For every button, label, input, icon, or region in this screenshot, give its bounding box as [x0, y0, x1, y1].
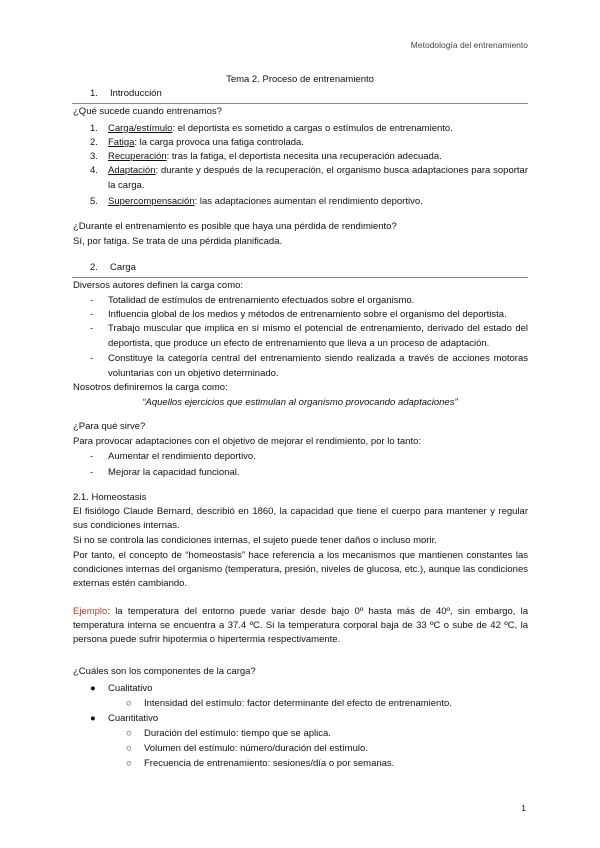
list-item: ● Cuantitativo [108, 712, 528, 727]
list-item: 5. Supercompensación: las adaptaciones aumentan el rendimiento deportivo. [90, 196, 423, 207]
list-item: 4. Adaptación: durante y después de la recuperación, el organismo busca adaptaciones para soportar la carga. [90, 165, 528, 191]
list-item: 1. Carga/estímulo: el deportista es sometido a cargas o estímulos de entrenamiento. [90, 123, 453, 134]
list-item: ○ Intensidad del estímulo: factor determinante del efecto de entrenamiento. [144, 697, 528, 712]
list-item: - Trabajo muscular que implica en sí mismo el potencial de entrenamiento, derivado del estado del deportista, que produce un efecto de entrenamiento que lleva a un proceso de adaptación. [90, 323, 528, 349]
page-number: 1 [521, 803, 526, 813]
homeostasis-paragraph-1: El fisiólogo Claude Bernard, describió en 1860, la capacidad que tiene el cuerpo para mantener y regular sus condiciones internas. [73, 506, 528, 531]
bullet-icon: ● [90, 713, 96, 724]
document-title: Tema 2. Proceso de entrenamiento [226, 74, 374, 85]
list-item: 3. Recuperación: tras la fatiga, el deportista necesita una recuperación adecuada. [90, 151, 442, 162]
circle-bullet-icon: ○ [126, 758, 132, 769]
section-2-heading [90, 262, 136, 273]
list-item: 2. Fatiga: la carga provoca una fatiga controlada. [90, 137, 304, 148]
list-item: ○ Frecuencia de entrenamiento: sesiones/día o por semanas. [144, 757, 528, 772]
our-definition-intro: Nosotros definiremos la carga como: [73, 382, 228, 393]
subsection-2-1-heading: 2.1. Homeostasis [73, 492, 147, 503]
circle-bullet-icon: ○ [126, 698, 132, 709]
list-item: - Aumentar el rendimiento deportivo. [90, 451, 256, 462]
list-item: ○ Volumen del estímulo: número/duración del estímulo. [144, 742, 528, 757]
section-2-number: 2. [90, 262, 98, 273]
list-item: - Influencia global de los medios y métodos de entrenamiento sobre el organismo del deportista. [90, 309, 507, 320]
question-2: ¿Durante el entrenamiento es posible que haya una pérdida de rendimiento? [73, 221, 397, 232]
bullet-icon: ● [90, 683, 96, 694]
list-item: ● Cualitativo [108, 682, 528, 697]
homeostasis-paragraph-2: Si no se controla las condiciones internas, el sujeto puede tener daños o incluso morir. [73, 535, 437, 546]
example-paragraph: Ejemplo: la temperatura del entorno puede variar desde bajo 0º hasta más de 40º, sin embargo, la temperatura interna se encuentra a 37.4 ºC. Si la temperatura corporal baja de 33 ºC o sube de 42 ºC, la persona puede sufrir hipotermia o hipertermia respectivamente. [73, 606, 528, 645]
section-1-heading [90, 88, 162, 99]
authors-intro: Diversos autores definen la carga como: [73, 280, 244, 291]
section-1-rule [72, 103, 528, 104]
list-item: - Totalidad de estímulos de entrenamiento efectuados sobre el organismo. [90, 295, 415, 306]
answer-2: Sí, por fatiga. Se trata de una pérdida planificada. [73, 236, 283, 247]
list-item: ○ Duración del estímulo: tiempo que se aplica. [144, 727, 528, 742]
answer-3: Para provocar adaptaciones con el objetivo de mejorar el rendimiento, por lo tanto: [73, 436, 422, 447]
circle-bullet-icon: ○ [126, 743, 132, 754]
circle-bullet-icon: ○ [126, 728, 132, 739]
section-1-number: 1. [90, 88, 98, 99]
list-item: - Mejorar la capacidad funcional. [90, 467, 240, 478]
running-header: Metodología del entrenamiento [410, 40, 528, 50]
section-2-rule [72, 277, 528, 278]
homeostasis-paragraph-3: Por tanto, el concepto de “homeostasis” hace referencia a los mecanismos que mantienen constantes las condiciones internas del organismo (temperatura, presión, niveles de glucosa, etc.), aunque las condiciones externas estén cambiando. [73, 550, 528, 589]
section-1-title: Introducción [110, 88, 162, 99]
section-2-title: Carga [110, 262, 136, 273]
question-4: ¿Cuáles son los componentes de la carga? [73, 666, 256, 677]
example-label: Ejemplo [73, 606, 108, 617]
our-definition-quote: “Aquellos ejercicios que estimulan al organismo provocando adaptaciones” [142, 397, 458, 408]
question-3: ¿Para qué sirve? [73, 421, 146, 432]
question-1: ¿Qué sucede cuando entrenamos? [73, 106, 222, 117]
list-item: - Constituye la categoría central del entrenamiento siendo realizada a través de acciones motoras voluntarias con un objetivo determinado. [90, 353, 528, 379]
